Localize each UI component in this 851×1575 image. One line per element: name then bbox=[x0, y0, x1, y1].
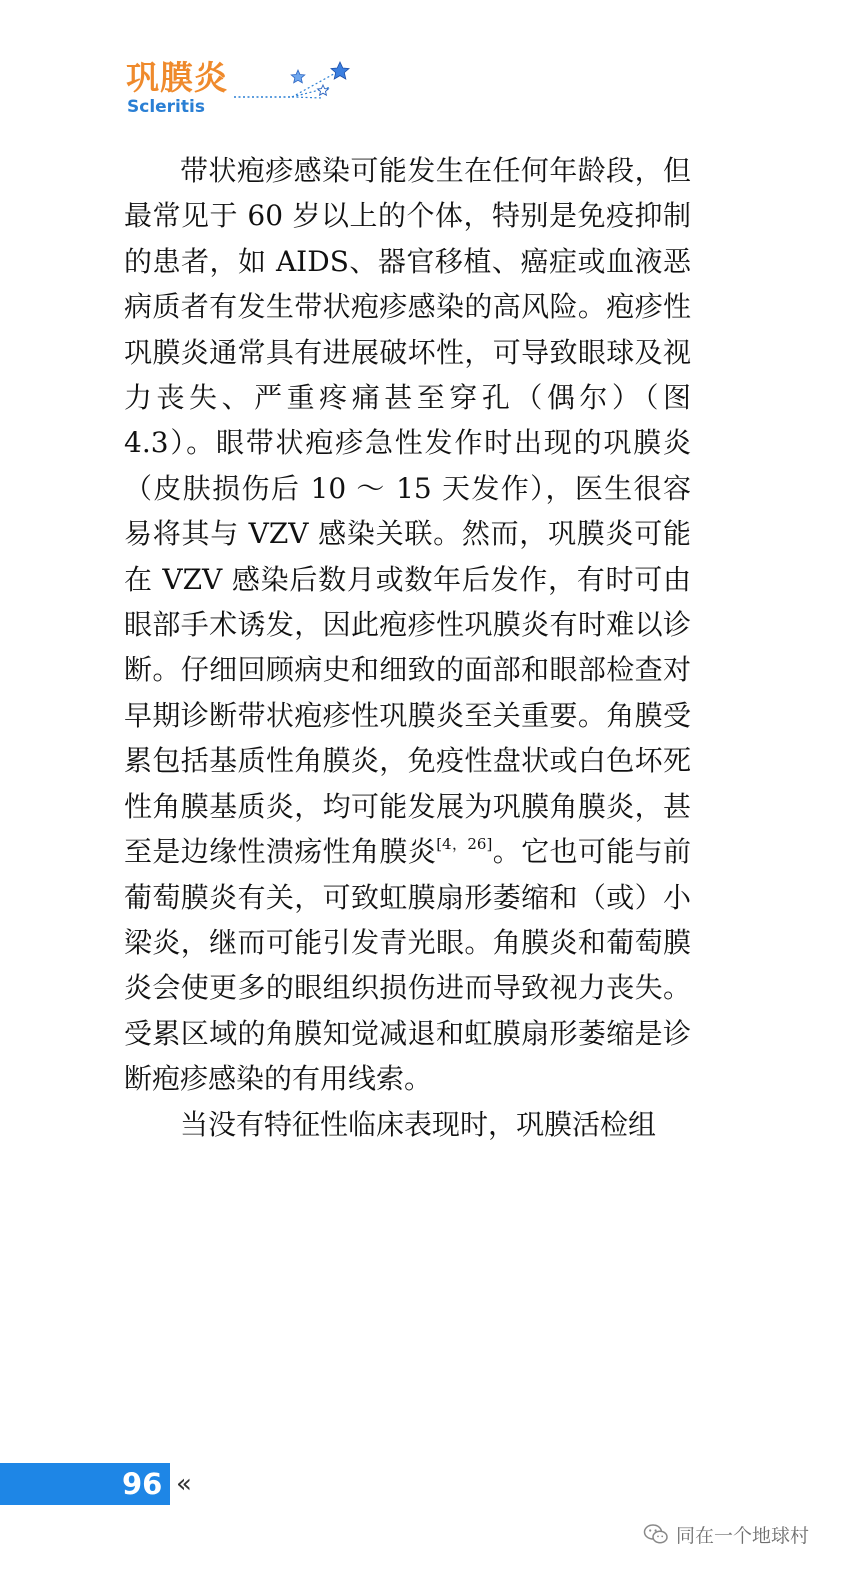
chevron-left-icon: « bbox=[176, 1469, 192, 1499]
page-number: 96 bbox=[122, 1467, 163, 1501]
paragraph: 当没有特征性临床表现时，巩膜活检组 bbox=[180, 1107, 657, 1141]
paragraph-text: 。它也可能与前葡萄膜炎有关，可致虹膜扇形萎缩和（或）小梁炎，继而可能引发青光眼。角膜炎和葡萄膜炎会使更多的眼组织损伤进而导致视力丧失。受累区域的角膜知觉减退和虹膜扇形萎缩是诊断疱疹感染的有用线索。 bbox=[124, 835, 691, 1096]
watermark bbox=[643, 1519, 809, 1549]
paragraph bbox=[124, 148, 691, 1102]
header-title: 巩膜炎 bbox=[126, 58, 228, 97]
header-subtitle: Scleritis bbox=[127, 97, 205, 117]
running-header bbox=[126, 58, 366, 122]
watermark-text: 同在一个地球村 bbox=[676, 1524, 810, 1547]
wechat-icon bbox=[643, 1523, 669, 1545]
body-text bbox=[124, 148, 691, 1147]
paragraph-text: 带状疱疹感染可能发生在任何年龄段，但最常见于 60 岁以上的个体，特别是免疫抑制的患者，如 AIDS、器官移植、癌症或血液恶病质者有发生带状疱疹感染的高风险。疱疹性巩膜炎通常具有进展破坏性，可导致眼球及视力丧失、严重疼痛甚至穿孔（偶尔）（图 4.3）。眼带状疱疹急性发作时出现的巩膜炎（皮肤损伤后 10 ～ 15 天发作），医生很容易将其与 VZV 感染关联。然而，巩膜炎可能在 VZV 感染后数月或数年后发作，有时可由眼部手术诱发，因此疱疹性巩膜炎有时难以诊断。仔细回顾病史和细致的面部和眼部检查对早期诊断带状疱疹性巩膜炎至关重要。角膜受累包括基质性角膜炎，免疫性盘状或白色坏死性角膜基质炎，均可能发展为巩膜角膜炎，甚至是边缘性溃疡性角膜炎 bbox=[124, 154, 691, 869]
citation: [4，26] bbox=[436, 835, 493, 854]
